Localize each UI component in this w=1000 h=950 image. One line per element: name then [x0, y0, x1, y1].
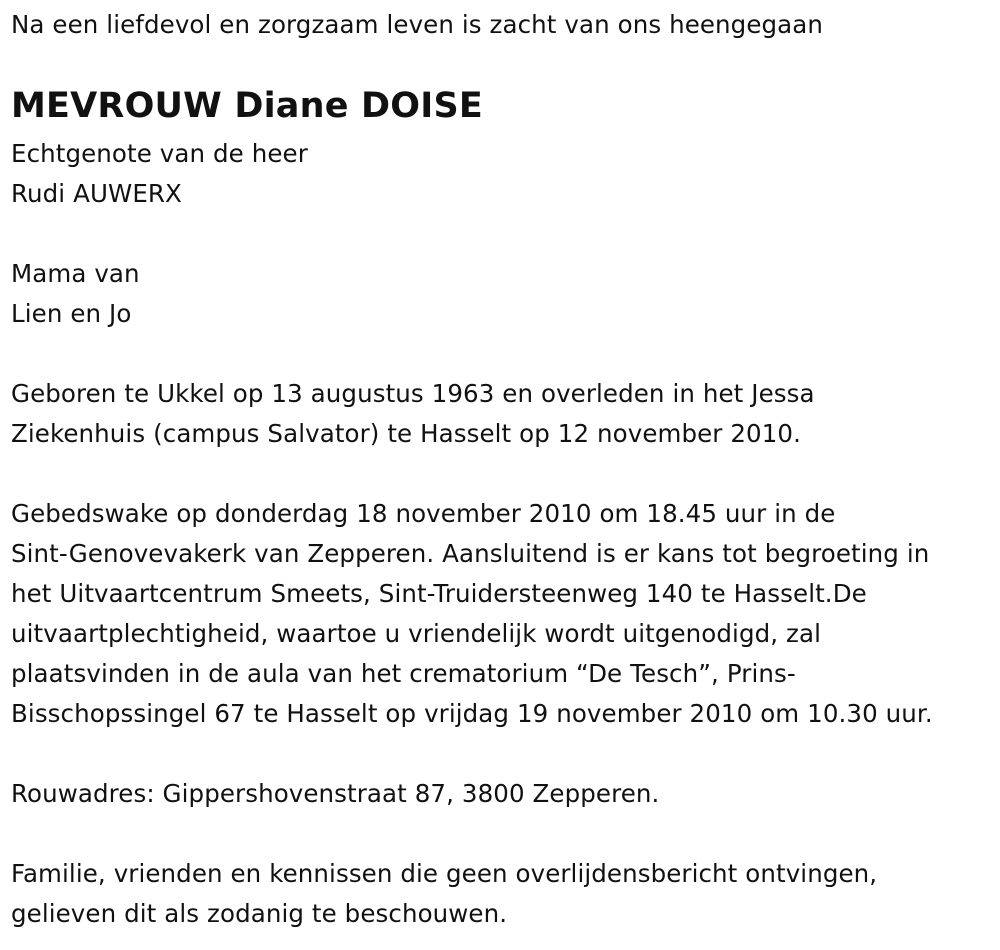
ceremony-line-3: het Uitvaartcentrum Smeets, Sint-Truidersteenweg 140 te Hasselt.De	[11, 579, 867, 608]
mourning-address: Rouwadres: Gippershovenstraat 87, 3800 Zepperen.	[11, 779, 660, 808]
ceremony-line-4: uitvaartplechtigheid, waartoe u vriendelijk wordt uitgenodigd, zal	[11, 619, 822, 648]
birth-death-line-1: Geboren te Ukkel op 13 augustus 1963 en overleden in het Jessa	[11, 379, 815, 408]
spouse-name: Rudi AUWERX	[11, 179, 182, 208]
closing-line-1: Familie, vrienden en kennissen die geen overlijdensbericht ontvingen,	[11, 859, 878, 888]
birth-death-line-2: Ziekenhuis (campus Salvator) te Hasselt op 12 november 2010.	[11, 419, 802, 448]
closing-line-2: gelieven dit als zodanig te beschouwen.	[11, 899, 508, 928]
spouse-label: Echtgenote van de heer	[11, 139, 308, 168]
ceremony-line-5: plaatsvinden in de aula van het crematorium “De Tesch”, Prins-	[11, 659, 796, 688]
children-names: Lien en Jo	[11, 299, 132, 328]
deceased-name: MEVROUW Diane DOISE	[11, 86, 483, 126]
children-label: Mama van	[11, 259, 140, 288]
ceremony-line-6: Bisschopssingel 67 te Hasselt op vrijdag 19 november 2010 om 10.30 uur.	[11, 699, 933, 728]
ceremony-line-2: Sint-Genovevakerk van Zepperen. Aansluitend is er kans tot begroeting in	[11, 539, 930, 568]
ceremony-line-1: Gebedswake op donderdag 18 november 2010 om 18.45 uur in de	[11, 499, 836, 528]
intro-text: Na een liefdevol en zorgzaam leven is zacht van ons heengegaan	[11, 10, 824, 39]
